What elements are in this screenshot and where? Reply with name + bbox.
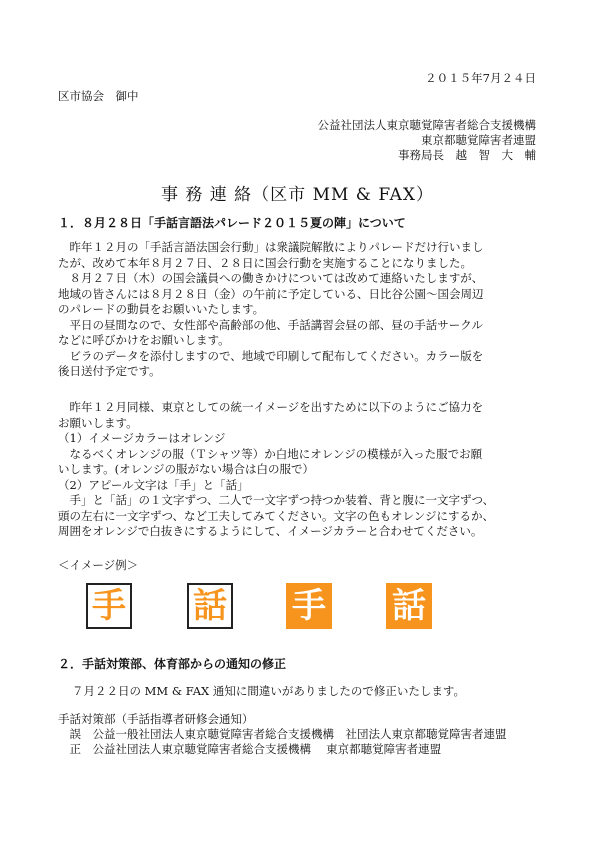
- correction-wrong: 誤 公益一般社団法人東京聴覚障害者総合支援機構 社団法人東京都聴覚障害者連盟: [58, 727, 507, 741]
- section2-heading: ２．手話対策部、体育部からの通知の修正: [58, 657, 287, 671]
- sender-organization-1: 公益社団法人東京聴覚障害者総合支援機構: [317, 118, 536, 132]
- sender-person: 事務局長 越 智 大 輔: [398, 148, 536, 162]
- text-line: 地域の皆さんには８月２８日（金）の午前に予定している、日比谷公園〜国会周辺: [58, 286, 484, 301]
- text-line: ８月２７日（木）の国会議員への働きかけについては改めて連絡いたしますが、: [58, 271, 484, 285]
- text-line: 平日の昼間なので、女性部や高齢部の他、手話講習会昼の部、昼の手話サークル: [58, 317, 483, 332]
- text-line: たが、改めて本年８月２７日、２８日に国会行動を実施することになりました。: [58, 255, 472, 270]
- text-line: 周囲をオレンジで白抜きにするようにして、イメージカラーと合わせてください。: [58, 524, 483, 538]
- text-line: 後日送付予定です。: [58, 364, 161, 378]
- section1-heading: １．８月２８日「手話言語法パレード２０１５夏の陣」について: [58, 216, 406, 230]
- section1-paragraph-a: [58, 240, 558, 380]
- text-line: お願いします。: [58, 415, 138, 430]
- sender-organization-2: 東京都聴覚障害者連盟: [421, 133, 536, 147]
- text-line: 頭の左右に一文字ずつ、など工夫してみてください。文字の色もオレンジにするか、: [58, 508, 494, 523]
- correction-notice: 手話対策部（手話指導者研修会通知）: [58, 712, 254, 726]
- section1-paragraph-b: [58, 400, 558, 540]
- document-date: ２０１５年7月２４日: [425, 71, 536, 85]
- text-line: のパレードの動員をお願いいたします。: [58, 302, 265, 316]
- text-line: なるべくオレンジの服（Ｔシャツ等）か白地にオレンジの模様が入った服でお願: [58, 446, 483, 461]
- tile-te-outline: 手: [86, 583, 132, 629]
- text-line: （1）イメージカラーはオレンジ: [58, 431, 226, 445]
- text-line: （2）アピール文字は「手」と「話」: [58, 477, 249, 492]
- text-line: 昨年１２月の「手話言語法国会行動」は衆議院解散によりパレードだけ行いまし: [58, 240, 484, 254]
- recipient: 区市協会 御中: [58, 89, 139, 103]
- text-line: 昨年１２月同様、東京としての統一イメージを出すために以下のようにご協力を: [58, 400, 484, 414]
- text-line: 手」と「話」の１文字ずつ、二人で一文字ずつ持つか装着、背と腹に一文字ずつ、: [58, 493, 495, 507]
- tile-wa-filled: 話: [386, 583, 432, 629]
- tile-wa-outline: 話: [187, 583, 233, 629]
- text-line: いします。(オレンジの服がない場合は白の服で）: [58, 462, 314, 476]
- text-line: などに呼びかけをお願いします。: [58, 333, 230, 347]
- text-line: ビラのデータを添付しますので、地域で印刷して配布してください。カラー版を: [58, 348, 484, 363]
- tile-te-filled: 手: [286, 583, 332, 629]
- image-example-label: ＜イメージ例＞: [58, 558, 139, 572]
- correction-correct: 正 公益社団法人東京聴覚障害者総合支援機構 東京都聴覚障害者連盟: [58, 742, 442, 756]
- document-title: 事 務 連 絡（区市 MM & FAX）: [160, 185, 435, 205]
- section2-intro: ７月２２日の MM & FAX 通知に間違いがありましたので修正いたします。: [72, 684, 465, 698]
